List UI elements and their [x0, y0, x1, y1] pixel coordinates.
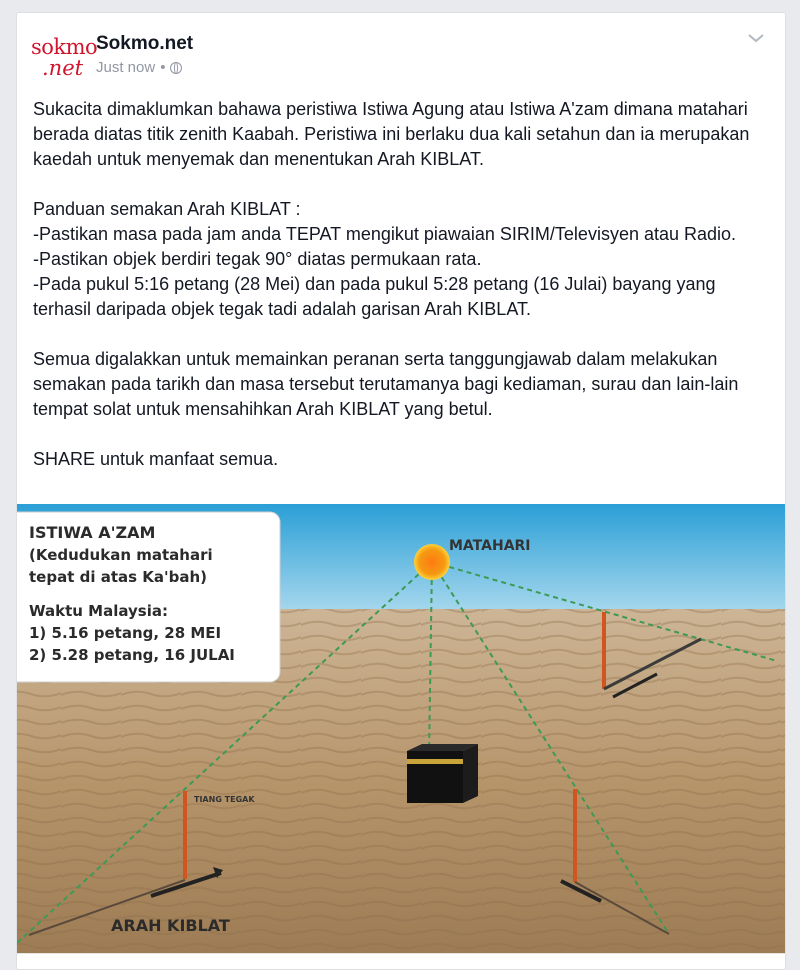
- avatar-text-line2: .net: [42, 56, 84, 80]
- kaaba-icon: [407, 744, 478, 803]
- info-sub2: tepat di atas Ka'bah): [29, 568, 207, 586]
- info-item1: 1) 5.16 petang, 28 MEI: [29, 624, 222, 642]
- pole-label: TIANG TEGAK: [194, 795, 255, 804]
- post-message: [33, 97, 773, 472]
- post-paragraph: -Pada pukul 5:16 petang (28 Mei) dan pada pukul 5:28 petang (16 Julai) bayang yang terhasil daripada objek tegak tadi adalah garisan Arah KIBLAT.: [33, 274, 716, 319]
- info-item2: 2) 5.28 petang, 16 JULAI: [29, 646, 235, 664]
- post-card: [16, 12, 786, 970]
- info-sub1: (Kedudukan matahari: [29, 546, 213, 564]
- post-paragraph: SHARE untuk manfaat semua.: [33, 449, 279, 469]
- post-paragraph: Panduan semakan Arah KIBLAT :: [33, 199, 301, 219]
- info-box: [16, 512, 280, 682]
- sun-icon: [414, 544, 450, 580]
- page-name-link[interactable]: Sokmo.net: [96, 33, 194, 54]
- paragraph-gap: [33, 172, 773, 197]
- globe-icon[interactable]: [170, 62, 182, 74]
- post-paragraph: -Pastikan objek berdiri tegak 90° diatas permukaan rata.: [33, 249, 482, 269]
- chevron-down-icon[interactable]: [745, 27, 767, 49]
- info-title: ISTIWA A'ZAM: [29, 523, 156, 542]
- post-paragraph: Sukacita dimaklumkan bahawa peristiwa Istiwa Agung atau Istiwa A'zam dimana matahari berada diatas titik zenith Kaabah. Peristiwa ini berlaku dua kali setahun dan ia merupakan kaedah untuk menyemak dan menentukan Arah KIBLAT.: [33, 99, 750, 169]
- post-timestamp[interactable]: Just now: [96, 59, 156, 76]
- meta-separator: •: [160, 59, 166, 76]
- post-image[interactable]: [16, 504, 786, 953]
- info-time-label: Waktu Malaysia:: [29, 602, 168, 620]
- paragraph-gap: [33, 422, 773, 447]
- istiwa-illustration: [16, 504, 786, 953]
- post-meta: [96, 59, 182, 76]
- sun-label: MATAHARI: [449, 538, 531, 554]
- post-paragraph: Semua digalakkan untuk memainkan peranan serta tanggungjawab dalam melakukan semakan pada tarikh dan masa tersebut terutamanya bagi kediaman, surau dan lain-lain tempat solat untuk mensahihkan Arah KIBLAT yang betul.: [33, 349, 739, 419]
- page-avatar[interactable]: [31, 31, 98, 87]
- avatar-text-line1: sokmo: [31, 35, 98, 59]
- post-paragraph: -Pastikan masa pada jam anda TEPAT mengikut piawaian SIRIM/Televisyen atau Radio.: [33, 224, 737, 244]
- paragraph-gap: [33, 322, 773, 347]
- post-footer: [17, 953, 785, 970]
- direction-label: ARAH KIBLAT: [111, 916, 230, 935]
